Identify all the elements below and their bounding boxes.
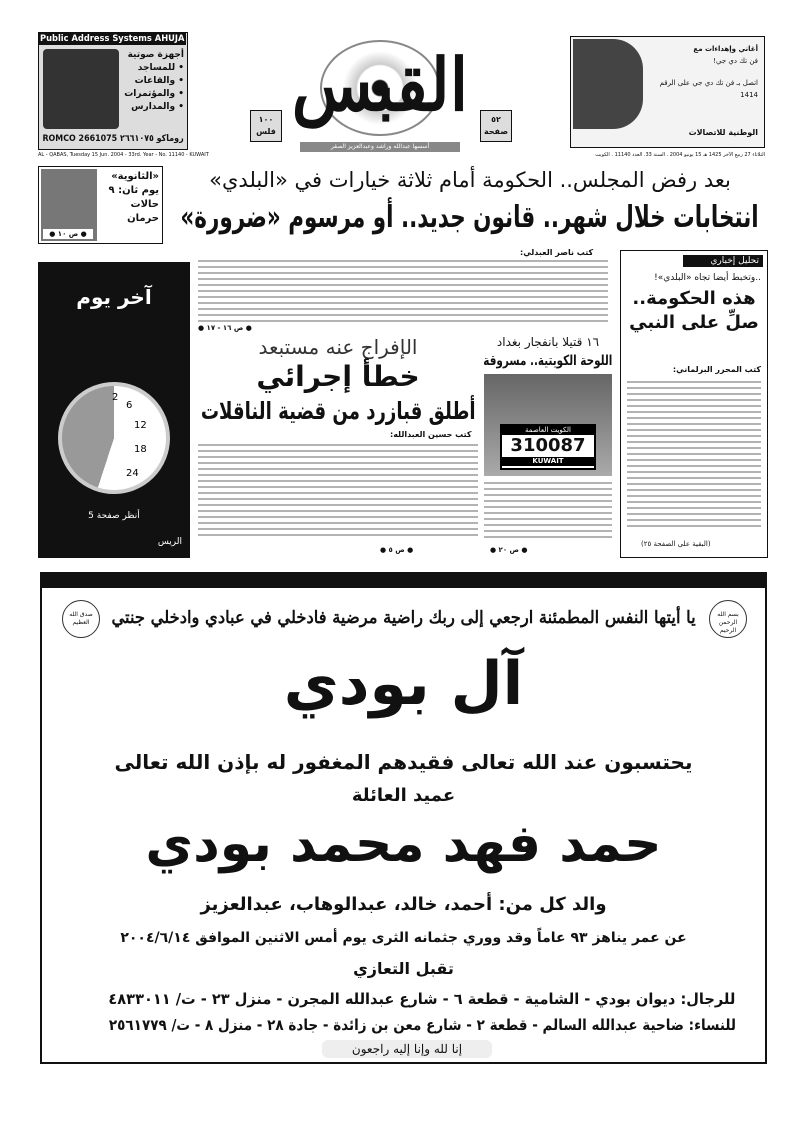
byline: كتب حسين العبدالله: <box>390 430 472 439</box>
obituary-sons: والد كل من: أحمد، خالد، عبدالوهاب، عبدالعزيز <box>200 894 607 915</box>
ad-item: • للمساجد <box>137 63 184 73</box>
top-band <box>42 574 765 588</box>
qabazard-kicker: الإفراج عنه مستبعد <box>258 335 418 359</box>
byline: كتب ناصر العبدلي: <box>520 248 594 257</box>
page-ref: ● ص ٢٠ ● <box>490 546 528 554</box>
qabazard-subheadline[interactable]: أطلق قبازرد من قضية الناقلات <box>200 397 476 425</box>
arabic-dateline: الثلاثاء 27 ربيع الآخر 1425 هـ 15 يونيو 2004 . السنة 33. العدد 11140 . الكويت <box>595 152 765 158</box>
obituary-text: يحتسبون عند الله تعالى فقيدهم المغفور له بإذن الله تعالى <box>114 750 693 774</box>
ad-title: Public Address Systems AHUJA <box>40 34 185 44</box>
ad-item: • والقاعات <box>134 76 184 86</box>
speaker-image <box>43 49 119 129</box>
plate-top: الكويت العاصمة <box>502 426 594 435</box>
ad-phone: ROMCO 2661075 روماكو ٢٦٦١٠٧٥ <box>42 134 184 144</box>
brand-logo: الوطنية للاتصالات <box>688 128 758 137</box>
ad-title: آخر يوم <box>76 285 152 309</box>
byline: كتب المحرر البرلماني: <box>672 365 761 374</box>
last-day-ad <box>38 262 190 558</box>
teaser-box[interactable] <box>38 166 163 244</box>
condolences-heading: تقبل التعازي <box>353 959 454 978</box>
dial-label: 12 <box>134 420 147 431</box>
page-ref: ● ص ١٠ ● <box>43 229 93 239</box>
plate-country: KUWAIT <box>502 457 594 466</box>
english-dateline: AL - QABAS, Tuesday 15 Jun. 2004 - 33rd. Year - No. 11140 - KUWAIT <box>38 152 209 158</box>
ad-text: اتصل بـ فن تك دي جي على الرقم 1414 <box>659 79 758 99</box>
ad-item: أجهزة صوتية <box>127 50 184 60</box>
obituary-age: عن عمر يناهز ٩٣ عاماً وقد ووري جثمانه الثرى يوم أمس الاثنين الموافق ٢٠٠٤/٦/١٤ <box>120 930 687 946</box>
sadaq-seal: صدق الله العظيم <box>62 600 100 638</box>
baghdad-photo <box>484 374 612 476</box>
baghdad-body <box>484 482 612 540</box>
obituary-role: عميد العائلة <box>351 785 456 806</box>
continued-ref: (البقية على الصفحة ٢٥) <box>641 540 711 548</box>
verse-band <box>62 598 747 642</box>
ad-footer: أنظر صفحة 5 <box>88 511 140 521</box>
ad-item: • والمدارس <box>131 102 184 112</box>
founders-strip: أسسها عبدالله وراشد وعبدالعزيز الصقر <box>300 142 460 152</box>
dial-label: 6 <box>126 400 133 411</box>
logo: القبس <box>291 42 469 127</box>
stopwatch-icon <box>58 382 170 494</box>
ahuja-ad <box>38 32 188 150</box>
dial-label: 18 <box>134 444 147 455</box>
family-name: آل بودي <box>283 649 524 719</box>
ad-text: أغاني وإهداءات مع <box>693 45 758 53</box>
women-condolence-address: للنساء: ضاحية عبدالله السالم - قطعة ٢ - شارع معن بن زائدة - جادة ٢٨ - منزل ٨ - ت/ ٢٥٦١٧٧٩ <box>108 1016 736 1034</box>
teaser-title: «الثانوية» يوم ثان: ٩ حالات حرمان <box>108 171 159 224</box>
qabazard-headline[interactable]: خطأ إجرائي <box>256 360 420 393</box>
dial-label: 2 <box>112 392 119 403</box>
baghdad-kicker: ١٦ قتيلا بانفجار بغداد <box>496 335 600 349</box>
analysis-column <box>620 250 768 558</box>
analysis-body <box>627 381 761 531</box>
closing-verse: إنا لله وإنا إليه راجعون <box>322 1040 492 1058</box>
lead-body <box>198 260 608 322</box>
ad-item: • والمؤتمرات <box>124 89 184 99</box>
page-ref: ● ص ١٦ - ١٧ ● <box>198 324 252 332</box>
plate-number: 310087 <box>510 435 586 456</box>
dial-label: 24 <box>126 468 139 479</box>
quran-verse: يا أيتها النفس المطمئنة ارجعي إلى ربك راضية مرضية فادخلي في عبادي وادخلي جنتي <box>111 608 697 628</box>
analysis-headline[interactable]: هذه الحكومة.. صلِّ على النبي <box>629 288 759 333</box>
lead-headline[interactable]: انتخابات خلال شهر.. قانون جديد.. أو مرسوم «ضرورة» <box>180 200 760 235</box>
wataniya-ad <box>570 36 765 148</box>
section-label: تحليل إخباري <box>683 255 763 267</box>
analysis-kicker: ..وتخبط أيضا تجاه «البلدي»! <box>654 273 761 283</box>
qabazard-body <box>198 444 478 540</box>
deceased-name: حمد فهد محمد بودي <box>145 814 662 874</box>
baghdad-headline[interactable]: اللوحة الكويتية.. مسروقة <box>483 353 613 369</box>
price-box: ١٠٠ فلس <box>250 110 282 142</box>
brand-logo: الريس <box>157 537 182 547</box>
phone-image <box>573 39 643 129</box>
page-ref: ● ص ٥ ● <box>380 546 414 554</box>
men-condolence-address: للرجال: ديوان بودي - الشامية - قطعة ٦ - شارع عبدالله المجرن - منزل ٢٣ - ت/ ٤٨٣٣٠١١ <box>108 990 736 1008</box>
ad-text: فن تك دي جي! <box>713 57 758 65</box>
basmala-seal: بسم الله الرحمن الرحيم <box>709 600 747 638</box>
pages-box: ٥٢ صفحة <box>480 110 512 142</box>
lead-kicker: بعد رفض المجلس.. الحكومة أمام ثلاثة خيارات في «البلدي» <box>209 168 731 192</box>
license-plate <box>500 424 596 470</box>
obituary-ad <box>40 572 767 1064</box>
